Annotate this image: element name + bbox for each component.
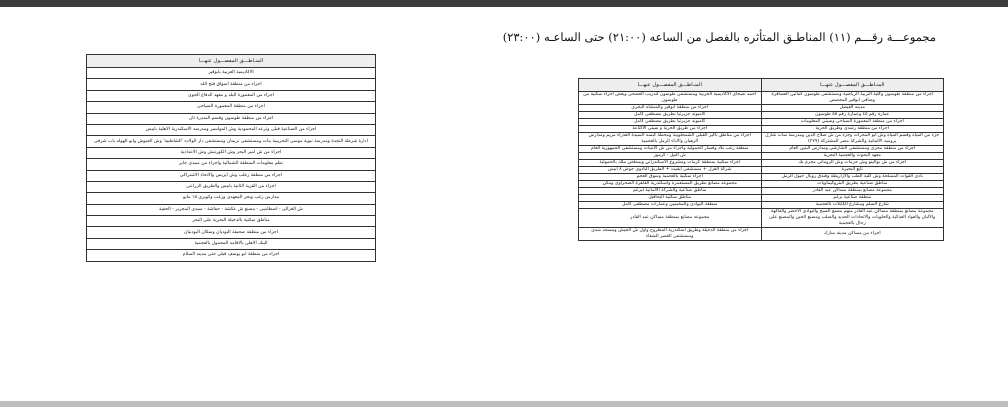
table-cell: مناطق صناعية بطريق البتروكيماويات xyxy=(761,181,944,188)
table-row xyxy=(87,227,376,238)
table-row xyxy=(87,216,376,227)
table-row xyxy=(87,250,376,261)
table-row xyxy=(87,170,376,181)
table-cell: نظم معلومات المنطقة الشمالية واجزاء من سيدى جابر xyxy=(87,159,376,170)
table-row xyxy=(579,126,944,133)
window-bottom-bar xyxy=(0,401,1008,407)
table-row xyxy=(579,167,944,174)
table-cell: مجموعة مصانع بمنطقة مساكن عبد القادر منهم مصنع الصبح والبوادى الاخضر والفاكهة والالبان والعواد الغذائية والحلويات والاتحادات الحديد والصلب ومصنع الحين والمصنع على زحال بالعجمية xyxy=(761,209,944,228)
document-title: مجموعـــة رقـــم (١١) المناطـق المتأثره بالفصل من الساعه (٢١:٠٠) حتى الساعـه (٢٣:٠٠) xyxy=(502,30,936,44)
table-cell: كامبوند جزيرتيا بطريق مصطفى كامل xyxy=(579,112,762,119)
table-cell: مدينه الفيصل xyxy=(761,105,944,112)
table-cell: اجزاء من القرية الثانية بابيس والطريق الزراعى xyxy=(87,181,376,192)
table-row xyxy=(87,113,376,124)
table-cell: منطقة صناعية برغم xyxy=(761,195,944,202)
table-row xyxy=(579,228,944,241)
table-cell: شركة الغزل + مستشفى ايقيت + الطريق البادوى حوض ٨ ابيس xyxy=(579,167,762,174)
table-row xyxy=(579,181,944,188)
table-cell: احمد نصحاى الاكاديمية الحربية ومستشفى طوسون لتدريب العصحى وبعض اجزاء سكنية من طوسون xyxy=(579,92,762,105)
table-row xyxy=(579,112,944,119)
table-row xyxy=(87,159,376,170)
table-row xyxy=(579,174,944,181)
table-cell: اجزاء من ش امير البحر وش الكورنيش وش الاعدادية xyxy=(87,147,376,158)
table-row xyxy=(87,102,376,113)
table-cell: اجزاء من منطقة الدخيلة وطريق اسكندرية المطروح واول ش الجيش ومسجد مندى ومستشفى القصر الشفاء xyxy=(579,228,762,241)
table-cell: منطقة البوادى والمخيمين وعمارات مصطفى كامل xyxy=(579,202,762,209)
table-cell: معهد البحوث والعجمية البحرية xyxy=(761,153,944,160)
window-top-bar xyxy=(0,0,1008,7)
table-cell: مناطق صناعية والشركة الالمانية لبرغم xyxy=(579,188,762,195)
table-row xyxy=(579,146,944,153)
table-row xyxy=(87,90,376,101)
table-row xyxy=(87,204,376,215)
table-header-row xyxy=(579,79,944,92)
table-cell: كامبوند جزيرتيا بطريق مصطفى كامل xyxy=(579,119,762,126)
right-table-body xyxy=(579,92,944,241)
right-table xyxy=(578,78,944,241)
document-page xyxy=(0,7,1008,401)
table-cell: ش الغزالى - اسطامبى - مصنع ش عكشة - حفاشة - سيدى المجزير - الحفية xyxy=(87,204,376,215)
table-row xyxy=(579,153,944,160)
table-cell: اجزاء من منطقة صحيفة البوديان وسكان البودنيان xyxy=(87,227,376,238)
table-cell: اجزاء من مساكن مدينه مبارك xyxy=(761,228,944,241)
table-row xyxy=(579,195,944,202)
table-cell: اجزاء من منطقة اسواق فتح الله xyxy=(87,79,376,90)
table-cell: اجزاء من منطقة رشدى وطريق الحرية xyxy=(761,126,944,133)
table-cell: اجزاء من منطقة طوسون وقسم المندرة ثان xyxy=(87,113,376,124)
table-cell: منطقة زغب بلاد وقسار الحمولية واجزاء من ش الابنيات ومستشفى الجمهورية العام xyxy=(579,146,762,153)
table-cell: اجزاء من منطقة زغلب وش ايزيس والاتحاد الاشتراكى xyxy=(87,170,376,181)
table-cell: اجزاء من منطقة طوسون وكلية التربية الرياضية ومستشفى طوسون كماتين العصافرة وصافى ابوقير المخصص xyxy=(761,92,944,105)
table-cell: مناطق سكنية البحافيل xyxy=(579,195,762,202)
table-cell: اجزاء من الصناعية قبلى وترعه المحمودية وش المواسير ومدرسه الاسكندرية الاهلية بابيس xyxy=(87,124,376,135)
table-cell: عمارة رقم ٤٥ وعمارة رقم ٥٥ طوسون xyxy=(761,112,944,119)
table-cell: اجزاء من منطقة ابوقير والمنشأه البحرى xyxy=(579,105,762,112)
left-table-body xyxy=(87,68,376,262)
right-table-header-right: المنـاطـــق المفصـــول عنهـــا xyxy=(761,79,944,92)
table-row xyxy=(87,68,376,79)
table-cell: ش النيل - كرموز xyxy=(579,153,762,160)
table-row xyxy=(579,202,944,209)
table-cell: اجزاء من منطقة المعمورة السياحى وسيتي المعلومات xyxy=(761,119,944,126)
table-cell: مجموعه مصانع بمنطقة مساكن عبد القادر xyxy=(579,209,762,228)
table-row xyxy=(87,193,376,204)
table-cell: ادارة شرطة النجدة ومدرسة نبوية موسى التجريبية بنات ومستشفى نريمان ومستشفى دار الولاده 'الشاطبية' وش الجيوش وابو الهوله باب شرقى xyxy=(87,136,376,147)
table-row xyxy=(579,209,944,228)
table-cell: تابع البحيرة xyxy=(761,167,944,174)
table-cell: اجزاء سكنية بمنطقة كرمات ومشروع الاسكندراني وبمطحن ملك بالحمولية xyxy=(579,160,762,167)
table-row xyxy=(579,160,944,167)
table-cell: اجزاء من طريق الحرية و سيتى الاكتاعة xyxy=(579,126,762,133)
table-row xyxy=(579,188,944,195)
table-row xyxy=(87,136,376,147)
right-table-header-left: المنـاطـــق المفصـــول عنهـــا xyxy=(579,79,762,92)
table-row xyxy=(579,133,944,146)
table-row xyxy=(87,238,376,249)
table-cell: مجموعة مصانع بمنطقة مساكن عبد القادر xyxy=(761,188,944,195)
table-row xyxy=(579,105,944,112)
table-row xyxy=(87,79,376,90)
table-row xyxy=(579,92,944,105)
table-cell: اجزاء من منطقة المعمورة السياحى xyxy=(87,102,376,113)
table-cell: اجزاء من مناطق باكير القبلى الشمحلوبية ومحطة كبسه السيدة العذراء مريم ومدارس الرهبان والاداء الرمل بالعجمية xyxy=(579,133,762,146)
left-table-header: المنـاطـــق المفصـــول عنهـــا xyxy=(87,55,376,68)
table-row xyxy=(87,147,376,158)
table-cell: اجزاء من المعمورة البلد و معهد الدفاع الجوى xyxy=(87,90,376,101)
table-cell: اجزاء سكنية بالعجمية وسوق العجم xyxy=(579,174,762,181)
table-cell: اجزاء من منطقة محرى ومستشفى الشارشى ومدارس البنين العام xyxy=(761,146,944,153)
table-cell: مجموعه مصانع بطريق المستعمرة واسكندرية القاهرة الصحراوى ومكن xyxy=(579,181,762,188)
table-cell: شارع السلم ومشارع الكابلات بالعجمية xyxy=(761,202,944,209)
table-header-row xyxy=(87,55,376,68)
table-cell: مناطق سكنية بالدخيلة البحرية على البحر xyxy=(87,216,376,227)
table-cell: نادى القوات المسلحة وش كلية الطب والازاريطة وفندق رويال حيول الرمل xyxy=(761,174,944,181)
table-row xyxy=(87,124,376,135)
table-cell: اجزاء من ش بوالينو وش حرمات وش الرومانى محرم بك xyxy=(761,160,944,167)
table-cell: جزء من المياه وقسم المياه وش ابو المحرات وجزء من ش صلاح الدين ومدرسة سات شارل بروميه الالمانية والشركة مصر المشتركة (٢٧٩) xyxy=(761,133,944,146)
table-cell: البنك الاهلى بالاقامه المحمول بالعجمية xyxy=(87,238,376,249)
table-cell: الاكاديمية العربية بابوقير xyxy=(87,68,376,79)
table-row xyxy=(579,119,944,126)
table-cell: مدارس زغب وبحر المعهدى وزغب وكوبرى ١٥ مايو xyxy=(87,193,376,204)
table-row xyxy=(87,181,376,192)
table-cell: اجزاء من منطقة ابو يوسف قبلى حتى مدينه السلام xyxy=(87,250,376,261)
left-table xyxy=(86,54,376,262)
